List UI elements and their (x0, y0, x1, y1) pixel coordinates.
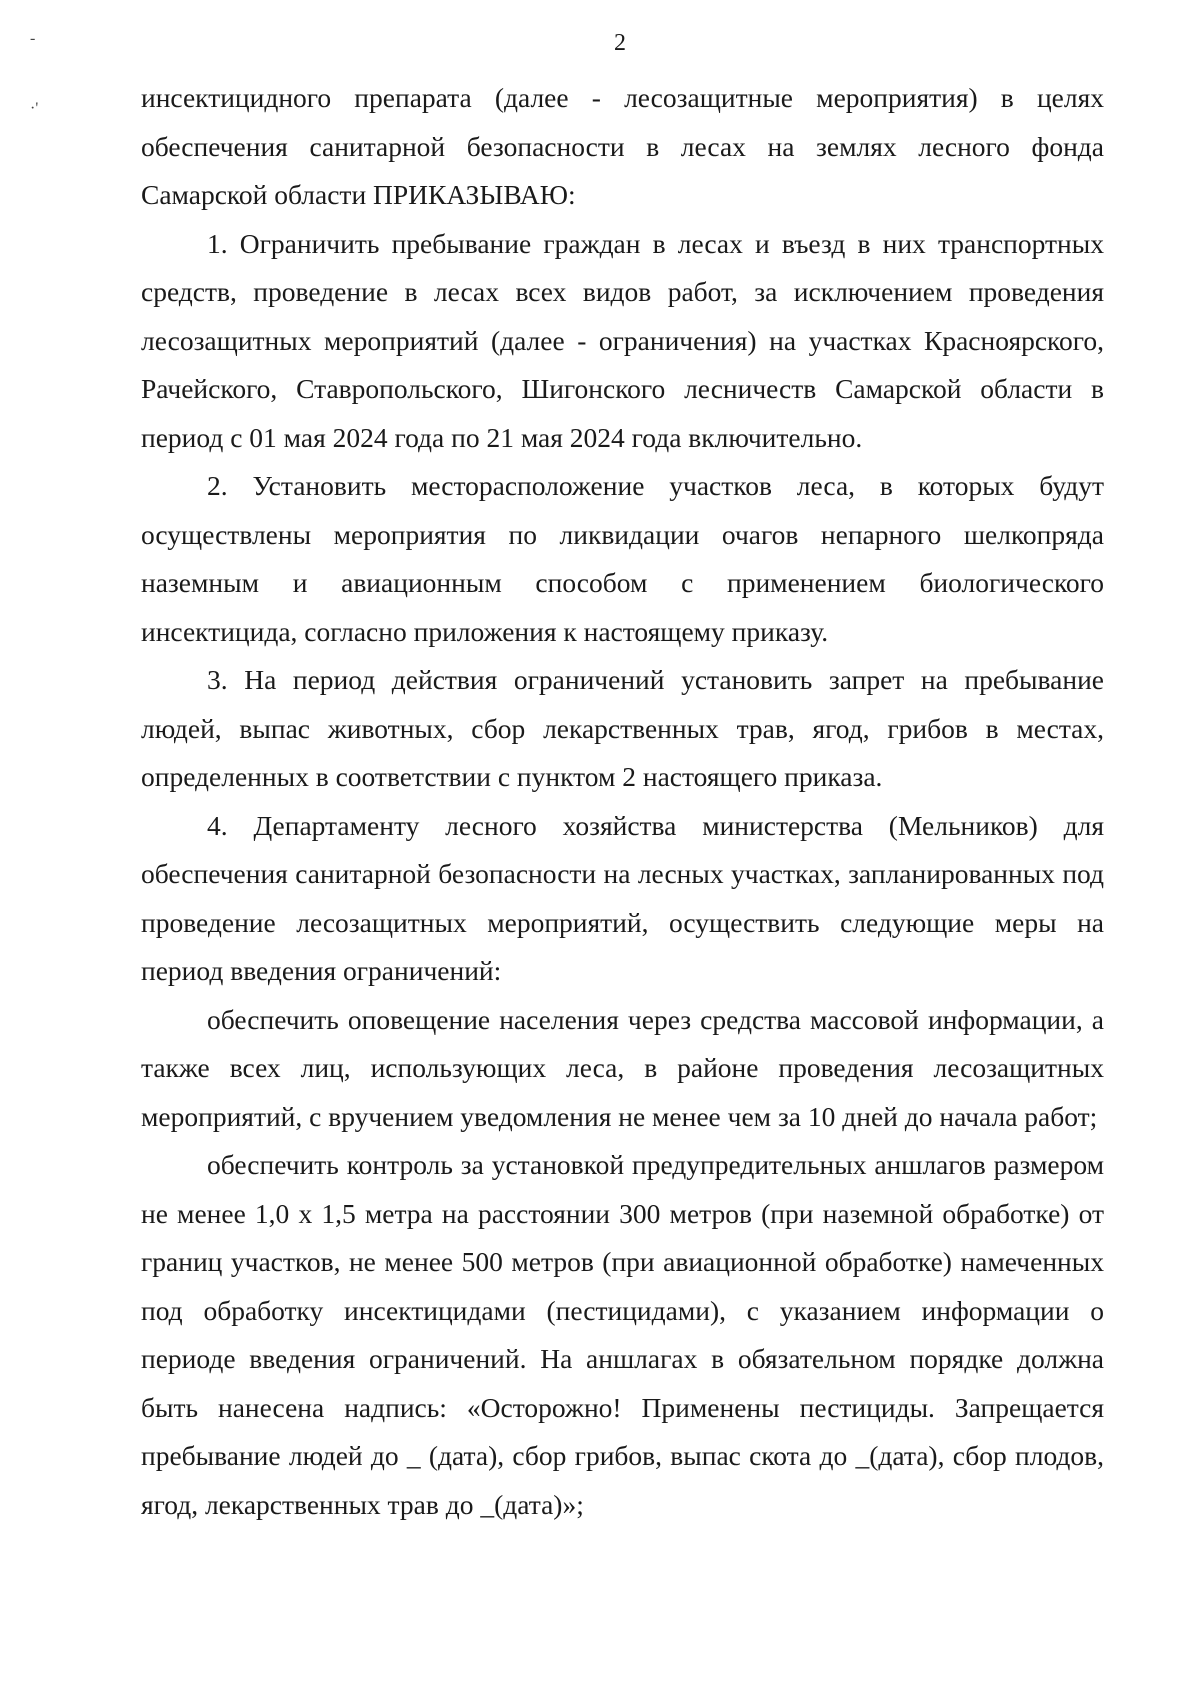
paragraph-intro: инсектицидного препарата (далее - лесозащитные мероприятия) в целях обеспечения санитарной безопасности в лесах на землях лесного фонда Самарской области ПРИКАЗЫВАЮ: (141, 82, 1104, 210)
paragraph-measure-signs: обеспечить контроль за установкой предупредительных аншлагов размером не менее 1,0 х 1,5 метра на расстоянии 300 метров (при наземной обработке) от границ участков, не менее 500 метров (при авиационной обработке) намеченных под обработку инсектицидами (пестицидами), с указанием информации о периоде введения ограничений. На аншлагах в обязательном порядке должна быть нанесена надпись: «Осторожно! Применены пестициды. Запрещается пребывание людей до _ (дата), сбор грибов, выпас скота до _(дата), сбор плодов, ягод, лекарственных трав до _(дата)»; (141, 1149, 1104, 1520)
document-body (141, 74, 1104, 1529)
paragraph-item-2: 2. Установить месторасположение участков леса, в которых будут осуществлены мероприятия по ликвидации очагов непарного шелкопряда наземным и авиационным способом с применением биологического инсектицида, согласно приложения к настоящему приказу. (141, 470, 1104, 647)
scan-artifact-mark: - (30, 30, 36, 47)
paragraph-item-1: 1. Ограничить пребывание граждан в лесах и въезд в них транспортных средств, проведение в лесах всех видов работ, за исключением проведения лесозащитных мероприятий (далее - ограничения) на участках Красноярского, Рачейского, Ставропольского, Шигонского лесничеств Самарской области в период с 01 мая 2024 года по 21 мая 2024 года включительно. (141, 227, 1104, 453)
paragraph-item-4: 4. Департаменту лесного хозяйства министерства (Мельников) для обеспечения санитарной безопасности на лесных участках, запланированных под проведение лесозащитных мероприятий, осуществить следующие меры на период введения ограничений: (141, 809, 1104, 986)
paragraph-item-3: 3. На период действия ограничений установить запрет на пребывание людей, выпас животных, сбор лекарственных трав, ягод, грибов в местах, определенных в соответствии с пунктом 2 настоящего приказа. (141, 664, 1104, 792)
paragraph-measure-notification: обеспечить оповещение населения через средства массовой информации, а также всех лиц, использующих леса, в районе проведения лесозащитных мероприятий, с вручением уведомления не менее чем за 10 дней до начала работ; (141, 1003, 1104, 1132)
page-number: 2 (614, 30, 626, 56)
scan-artifact-mark: ·' (30, 100, 39, 117)
